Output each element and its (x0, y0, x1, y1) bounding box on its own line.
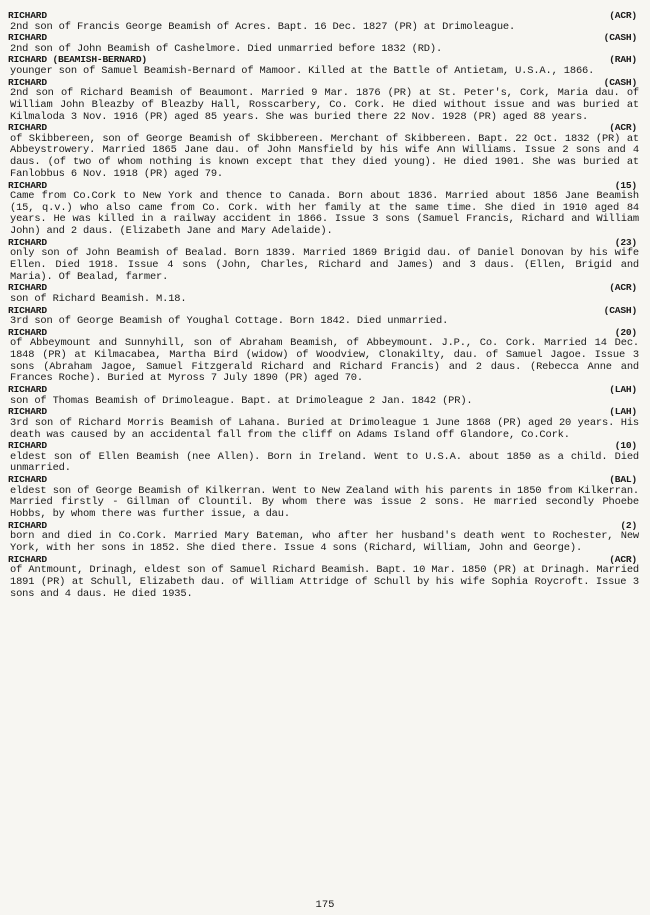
entry-name: RICHARD (8, 122, 47, 134)
entry-text: born and died in Co.Cork. Married Mary Bateman, who after her husband's death went to Rochester, New York, with her sons in 1852. She died there. Issue 4 sons (Richard, William, John and George). (10, 530, 639, 554)
entry (8, 475, 639, 521)
entry (8, 78, 639, 124)
entry (8, 521, 639, 555)
entry-code: (20) (614, 326, 637, 338)
entry (8, 123, 639, 180)
entry-code: (ACR) (609, 282, 637, 294)
entry-code: (10) (614, 440, 637, 452)
entry-text: eldest son of Ellen Beamish (nee Allen). Born in Ireland. Went to U.S.A. about 1850 as a child. Died unmarried. (10, 450, 639, 475)
entry (8, 238, 639, 284)
entry (8, 407, 639, 441)
entry-name: RICHARD (8, 474, 47, 486)
entry-text: only son of John Beamish of Bealad. Born 1839. Married 1869 Brigid dau. of Daniel Donovan by his wife Ellen. Died 1918. Issue 4 sons (John, Charles, Richard and James) and 3 daus. (Ellen, Brigid and Maria). Of Bealad, farmer. (10, 247, 639, 283)
entry-name: RICHARD (8, 10, 47, 21)
entry-code: (BAL) (609, 474, 637, 486)
entry (8, 283, 639, 305)
entry-text: son of Thomas Beamish of Drimoleague. Bapt. at Drimoleague 2 Jan. 1842 (PR). (10, 394, 473, 407)
entry-code: (CASH) (603, 32, 637, 44)
entry-code: (ACR) (609, 122, 637, 134)
entry-name: RICHARD (8, 553, 47, 565)
entry-name: RICHARD (8, 32, 47, 44)
entry (8, 555, 639, 601)
entry-name: RICHARD (8, 440, 47, 452)
entry (8, 306, 639, 328)
entry-text: 2nd son of John Beamish of Cashelmore. Died unmarried before 1832 (RD). (10, 42, 443, 55)
entry-name: RICHARD (8, 282, 47, 294)
entry (8, 181, 639, 238)
entry-code: (RAH) (609, 54, 637, 66)
entry-name: RICHARD (8, 406, 47, 418)
entry (8, 55, 639, 77)
entry-code: (ACR) (609, 10, 637, 21)
entry-name: RICHARD (8, 519, 47, 531)
entry-text: of Skibbereen, son of George Beamish of Skibbereen. Merchant of Skibbereen. Bapt. 22 Oct. 1832 (PR) at Abbeystrowery. Married 1865 Jane dau. of John Mansfield by his wife Ann Williams. Issue 2 sons and 4 daus. (of two of whom nothing is known except that they died young). He died 1901. She was buried at Fanlobbus 6 Nov. 1918 (PR) aged 79. (10, 132, 639, 180)
page-number: 175 (315, 899, 335, 911)
entry-name: RICHARD (8, 384, 47, 396)
entry (8, 328, 639, 385)
entry-text: of Abbeymount and Sunnyhill, son of Abraham Beamish, of Abbeymount. J.P., Co. Cork. Married 14 Dec. 1848 (PR) at Kilmacabea, Martha Bird (widow) of Woodview, Clonakilty, dau. of Samuel Jagoe. Issue 3 sons (Abraham Jagoe, Samuel Fitzgerald Richard and Richard Francis) and 2 daus. (Rebecca Anne and Frances Roche). Buried at Myross 7 July 1890 (PR) aged 70. (10, 337, 639, 385)
entry-text: eldest son of George Beamish of Kilkerran. Went to New Zealand with his parents in 1850 from Kilkerran. Married firstly - Gillman of Clountil. By whom there was issue 2 sons. He married secondly Phoebe Hobbs, by whom there was further issue, a dau. (10, 484, 639, 521)
entry-name: RICHARD (BEAMISH-BERNARD) (8, 54, 147, 66)
entry-code: (LAH) (609, 384, 637, 396)
entry-text: 3rd son of George Beamish of Youghal Cottage. Born 1842. Died unmarried. (10, 315, 449, 328)
entry-name: RICHARD (8, 76, 47, 88)
entry-code: (CASH) (603, 304, 637, 316)
entry-name: RICHARD (8, 236, 47, 248)
entry-text: 2nd son of Richard Beamish of Beaumont. Married 9 Mar. 1876 (PR) at St. Peter's, Cork, Maria dau. of William John Bleazby of Bleazby Hall, Rosscarbery, Co. Cork. He died without issue and was buried at Kilmaloda 3 Nov. 1916 (PR) aged 85 years. She was buried there 22 Nov. 1928 (PR) aged 88 years. (10, 87, 639, 123)
entry (8, 441, 639, 475)
entry-code: (23) (614, 236, 637, 248)
entry-name: RICHARD (8, 326, 47, 338)
entry-name: RICHARD (8, 179, 47, 191)
entry-heading (8, 11, 639, 22)
entry-code: (LAH) (609, 406, 637, 418)
entry-text: of Antmount, Drinagh, eldest son of Samuel Richard Beamish. Bapt. 10 Mar. 1850 (PR) at Drinagh. Married 1891 (PR) at Schull, Elizabeth dau. of William Attridge of Schull by his wife Sophia Roycroft. Issue 3 sons and 4 daus. He died 1935. (10, 564, 639, 600)
entry-code: (ACR) (609, 553, 637, 565)
entry (8, 33, 639, 55)
entry-text: Came from Co.Cork to New York and thence to Canada. Born about 1836. Married about 1856 Jane Beamish (15, q.v.) who also came from Co. Cork. with her family at the same time. She died in 1910 aged 84 years. He was killed in a railway accident in 1866. Issue 3 sons (Samuel Francis, Richard and William John) and 2 daus. (Elizabeth Jane and Mary Adelaide). (10, 190, 639, 238)
entry-text: son of Richard Beamish. M.18. (10, 292, 187, 305)
entry-list (8, 11, 639, 600)
entry-text: younger son of Samuel Beamish-Bernard of Mamoor. Killed at the Battle of Antietam, U.S.A., 1866. (10, 64, 595, 77)
entry-name: RICHARD (8, 304, 47, 316)
entry (8, 385, 639, 407)
entry-code: (15) (614, 179, 637, 191)
entry-code: (CASH) (603, 76, 637, 88)
entry-text: 2nd son of Francis George Beamish of Acres. Bapt. 16 Dec. 1827 (PR) at Drimoleague. (10, 20, 516, 33)
entry-text: 3rd son of Richard Morris Beamish of Lahana. Buried at Drimoleague 1 June 1868 (PR) aged 20 years. His death was caused by an accidental fall from the cliff on Adams Island off Glandore, Co.Cork. (10, 416, 639, 441)
entry (8, 11, 639, 33)
entry-code: (2) (620, 519, 637, 531)
